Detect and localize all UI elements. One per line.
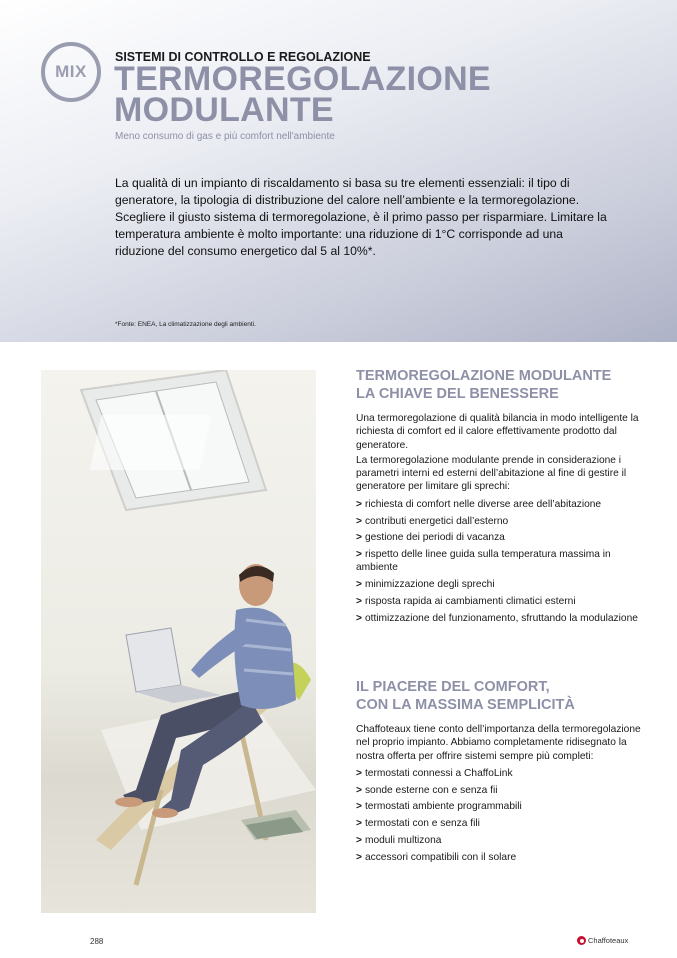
bullet-list xyxy=(356,498,641,625)
bullet-arrow-icon: > xyxy=(356,818,362,830)
list-item: > contributi energetici dall’esterno xyxy=(356,515,509,527)
mix-badge xyxy=(41,42,101,102)
bullet-arrow-icon: > xyxy=(356,579,362,591)
list-item: > ottimizzazione del funzionamento, sfruttando la modulazione xyxy=(356,612,638,624)
page-title-line: MODULANTE xyxy=(114,91,334,129)
bullet-arrow-icon: > xyxy=(356,784,362,796)
list-item: > accessori compatibili con il solare xyxy=(356,851,517,863)
bullet-arrow-icon: > xyxy=(356,767,362,779)
hero-banner xyxy=(0,0,677,342)
bullet-list xyxy=(356,767,641,864)
section-title-line: LA CHIAVE DEL BENESSERE xyxy=(356,386,559,402)
mix-badge-label: MIX xyxy=(55,62,87,81)
chaffoteaux-logo-icon xyxy=(577,936,586,945)
footnote: *Fonte: ENEA, La climatizzazione degli ambienti. xyxy=(115,321,256,328)
list-item: > moduli multizona xyxy=(356,835,442,847)
section-title-line: IL PIACERE DEL COMFORT, xyxy=(356,679,550,695)
section-title-line: TERMOREGOLAZIONE MODULANTE xyxy=(356,368,612,384)
bullet-arrow-icon: > xyxy=(356,549,362,561)
page-title-line: TERMOREGOLAZIONE xyxy=(114,60,491,98)
bullet-arrow-icon: > xyxy=(356,532,362,544)
list-item: > risposta rapida ai cambiamenti climatici esterni xyxy=(356,596,576,608)
intro-paragraph: La qualità di un impianto di riscaldamento si basa su tre elementi essenziali: il tipo di generatore, la tipologia di distribuzione del calore nell’ambiente e la termoregolazione. Scegliere il giusto sistema di termoregolazione, è il primo passo per risparmiare. Limitare la temperatura ambiente è molto importante: una riduzione di 1°C corrisponde ad una riduzione del consumo energetico dal 5 al 10%*. xyxy=(115,176,607,258)
bullet-arrow-icon: > xyxy=(356,835,362,847)
list-item: > termostati ambiente programmabili xyxy=(356,801,522,813)
page-subtitle: Meno consumo di gas e più comfort nell'ambiente xyxy=(115,131,335,142)
brand-name: Chaffoteaux xyxy=(588,936,629,945)
section-paragraph: La termoregolazione modulante prende in considerazione i parametri interni ed esterni dell’abitazione al fine di gestire il generatore per limitare gli sprechi: xyxy=(356,454,627,493)
page-number: 288 xyxy=(90,937,104,946)
list-item: > richiesta di comfort nelle diverse aree dell’abitazione xyxy=(356,498,602,510)
bullet-arrow-icon: > xyxy=(356,612,362,624)
bullet-arrow-icon: > xyxy=(356,498,362,510)
lifestyle-photo xyxy=(41,370,316,913)
list-item: > minimizzazione degli sprechi xyxy=(356,579,495,591)
man-with-laptop-illustration xyxy=(41,370,316,913)
section-piacere-comfort xyxy=(356,678,641,868)
section-paragraph: Chaffoteaux tiene conto dell’importanza della termoregolazione nel proprio impianto. Abbiamo completamente ridisegnato la nostra offerta per offrire sistemi sempre più completi: xyxy=(356,724,641,762)
section-title xyxy=(356,678,641,714)
section-chiave-benessere xyxy=(356,367,641,629)
page-title xyxy=(114,60,654,129)
list-item: > gestione dei periodi di vacanza xyxy=(356,532,505,544)
list-item: > rispetto delle linee guida sulla temperatura massima in ambiente xyxy=(356,549,611,574)
bullet-arrow-icon: > xyxy=(356,515,362,527)
section-title-line: CON LA MASSIMA SEMPLICITÀ xyxy=(356,697,575,713)
list-item: > termostati connessi a ChaffoLink xyxy=(356,767,513,779)
section-title xyxy=(356,367,641,403)
list-item: > termostati con e senza fili xyxy=(356,818,480,830)
bullet-arrow-icon: > xyxy=(356,851,362,863)
section-paragraph: Una termoregolazione di qualità bilancia in modo intelligente la richiesta di comfort ed il calore effettivamente prodotto dal generatore. xyxy=(356,413,639,451)
brand-logo xyxy=(577,936,628,945)
list-item: > sonde esterne con e senza fii xyxy=(356,784,498,796)
bullet-arrow-icon: > xyxy=(356,801,362,813)
bullet-arrow-icon: > xyxy=(356,596,362,608)
section-kicker: SISTEMI DI CONTROLLO E REGOLAZIONE xyxy=(115,50,371,64)
